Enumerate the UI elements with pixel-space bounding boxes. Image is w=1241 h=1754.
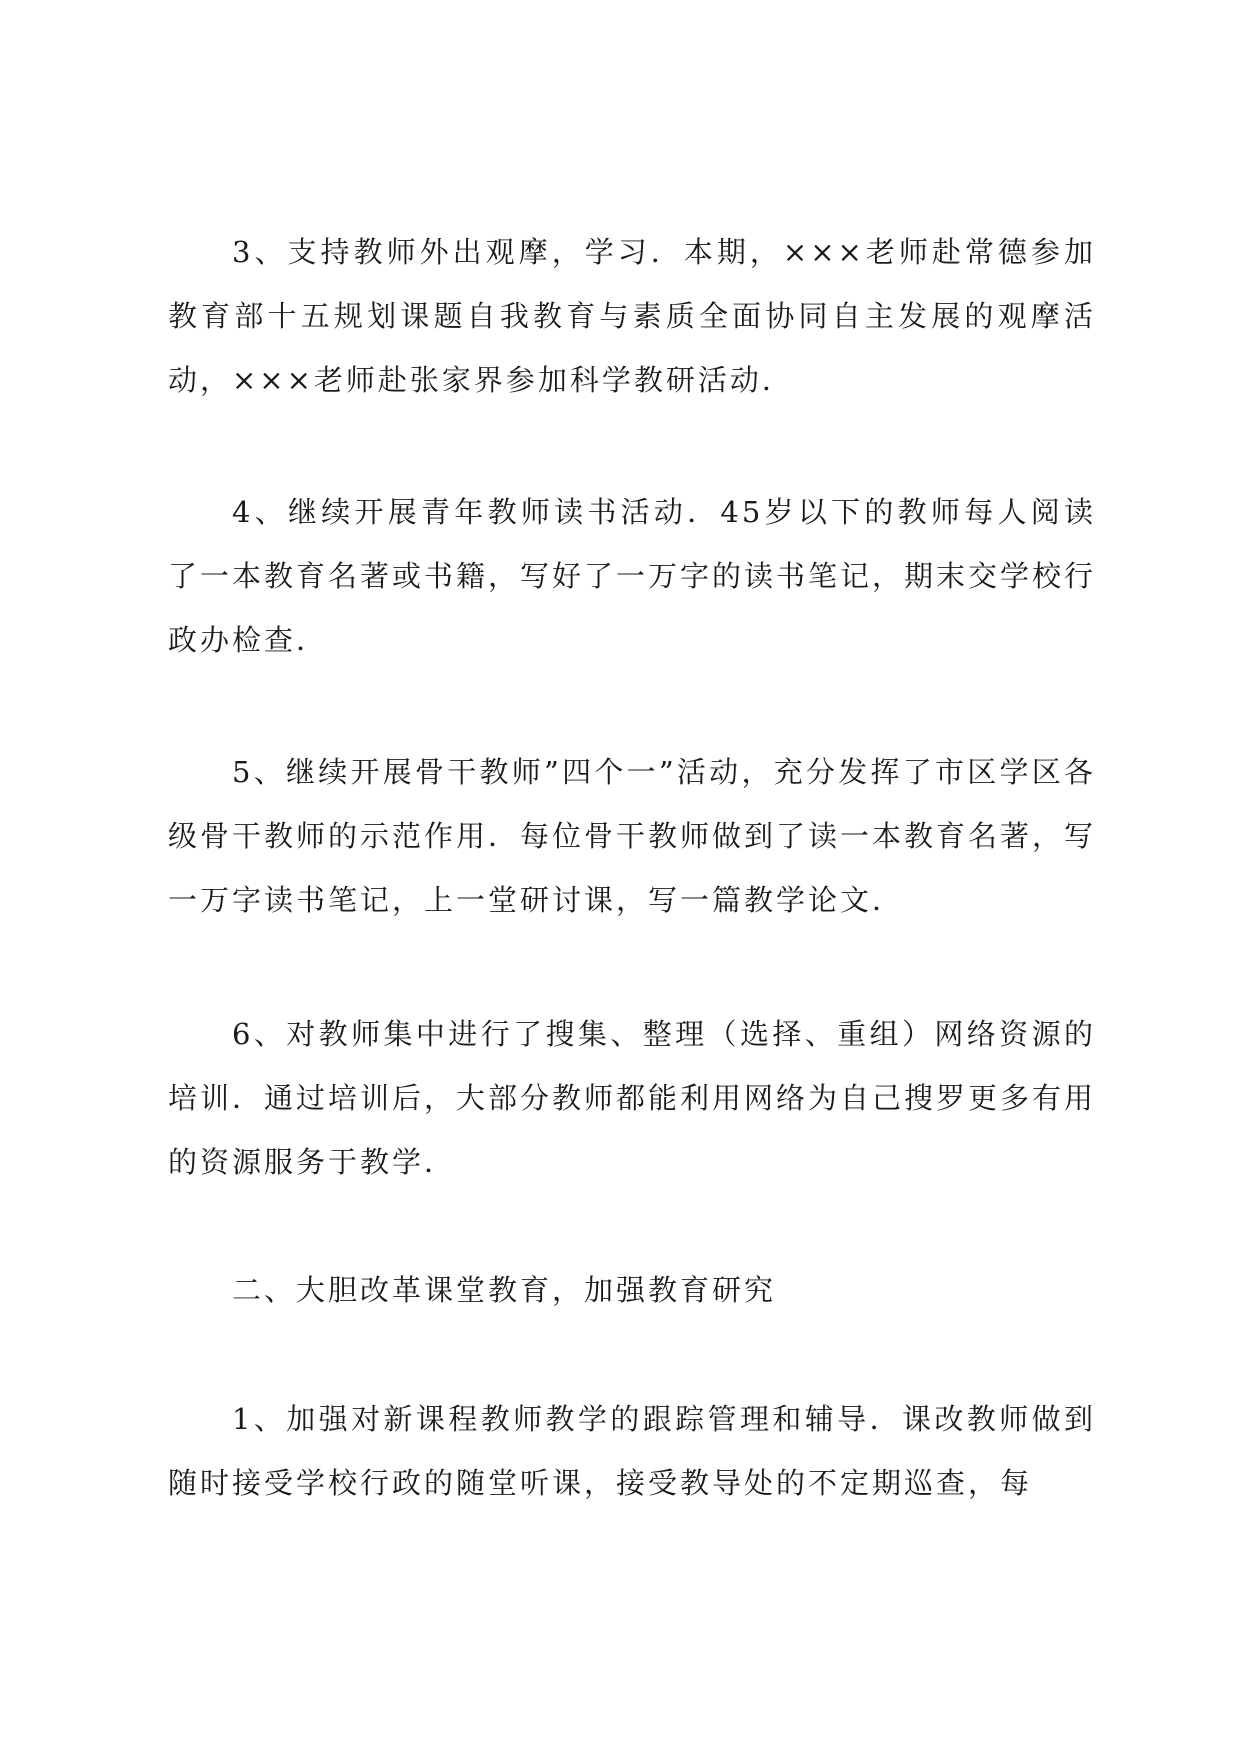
section-heading-2: 二、大胆改革课堂教育，加强教育研究 xyxy=(232,1273,777,1307)
paragraph-item-6: 6、对教师集中进行了搜集、整理（选择、重组）网络资源的培训．通过培训后，大部分教师都能利用网络为自己搜罗更多有用的资源服务于教学． xyxy=(168,1017,1097,1179)
paragraph-item-5: 5、继续开展骨干教师”四个一”活动，充分发挥了市区学区各级骨干教师的示范作用．每位骨干教师做到了读一本教育名著，写一万字读书笔记，上一堂研讨课，写一篇教学论文． xyxy=(168,755,1097,917)
paragraph-item-4: 4、继续开展青年教师读书活动．45岁以下的教师每人阅读了一本教育名著或书籍，写好了一万字的读书笔记，期末交学校行政办检查． xyxy=(168,495,1097,657)
paragraph-item-1: 1、加强对新课程教师教学的跟踪管理和辅导．课改教师做到随时接受学校行政的随堂听课，接受教导处的不定期巡查，每 xyxy=(168,1402,1096,1500)
paragraph-item-3: 3、支持教师外出观摩，学习．本期，×××老师赴常德参加教育部十五规划课题自我教育与素质全面协同自主发展的观摩活动，×××老师赴张家界参加科学教研活动． xyxy=(168,235,1096,397)
